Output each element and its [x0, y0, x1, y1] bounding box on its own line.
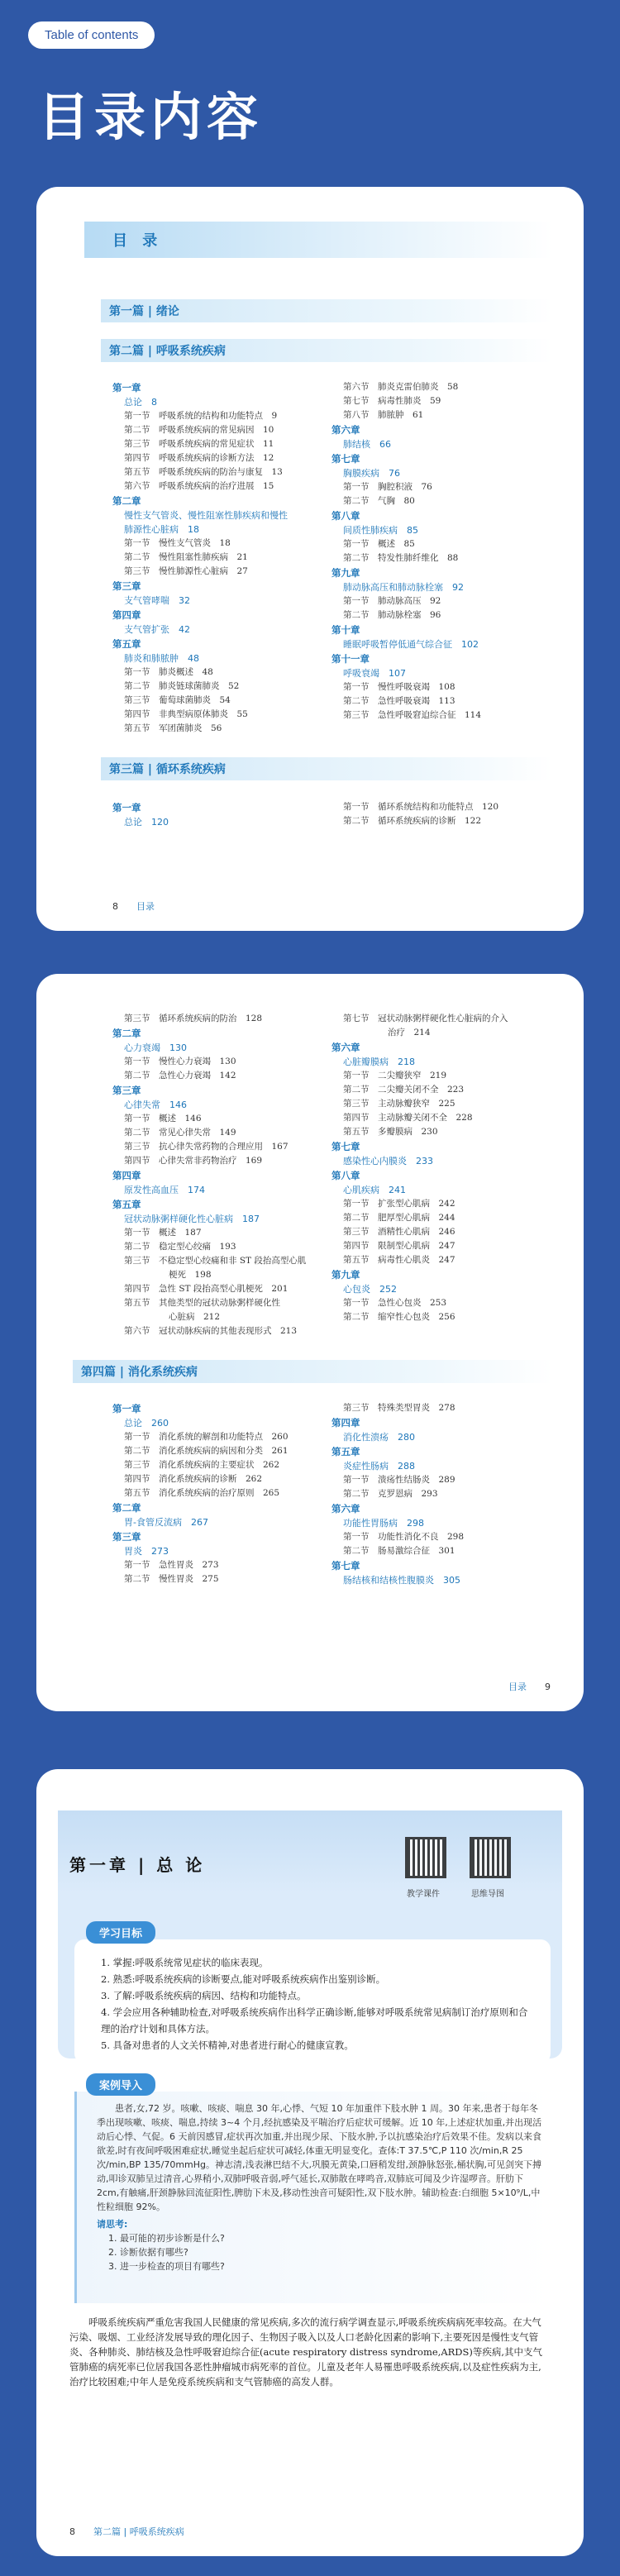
toc-chapter-number[interactable]: 第九章 — [331, 567, 360, 579]
toc-section-entry[interactable]: 第二节 慢性阻塞性肺疾病 21 — [124, 552, 248, 562]
toc-column-left — [112, 1401, 331, 1587]
toc-column-left — [112, 380, 331, 736]
toc-section-entry[interactable]: 第二节 肺炎链球菌肺炎 52 — [124, 681, 240, 691]
toc-chapter-number[interactable]: 第八章 — [331, 1170, 360, 1181]
toc-column-right — [331, 800, 551, 829]
page-number: 8 — [69, 2526, 75, 2537]
toc-section-entry[interactable]: 第一节 溃疡性结肠炎 289 — [343, 1475, 455, 1485]
toc-section-entry[interactable]: 第一节 扩张型心肌病 242 — [343, 1199, 455, 1209]
toc-section-entry[interactable]: 第二节 肥厚型心肌病 244 — [343, 1213, 455, 1223]
questions-title: 请思考: — [97, 2219, 128, 2230]
toc-section-entry[interactable]: 第一节 消化系统的解剖和功能特点 260 — [124, 1432, 289, 1442]
goal-item: 4. 学会应用各种辅助检查,对呼吸系统疾病作出科学正确诊断,能够对呼吸系统常见病制订治疗原则和合理的治疗计划和具体方法。 — [101, 2006, 528, 2035]
toc-chapter-number[interactable]: 第八章 — [331, 510, 360, 522]
toc-section-entry[interactable]: 第二节 急性呼吸衰竭 113 — [343, 696, 455, 706]
toc-section-entry[interactable]: 第一节 呼吸系统的结构和功能特点 9 — [124, 411, 278, 421]
toc-chapter-title[interactable]: 慢性支气管炎、慢性阻塞性肺疾病和慢性 — [124, 510, 288, 521]
toc-section-entry[interactable]: 第四节 非典型病原体肺炎 55 — [124, 709, 248, 719]
toc-page-1 — [36, 187, 584, 931]
footer-label: 目录 — [508, 1682, 527, 1692]
toc-chapter-number[interactable]: 第二章 — [112, 1028, 141, 1039]
toc-section-entry[interactable]: 第三节 抗心律失常药物的合理应用 167 — [124, 1142, 289, 1152]
toc-chapter-number[interactable]: 第四章 — [112, 609, 141, 621]
toc-chapter-title[interactable]: 肺炎和肺脓肿 48 — [124, 653, 199, 664]
toc-chapter-title[interactable]: 心肌疾病 241 — [343, 1185, 406, 1195]
toc-column-right — [331, 380, 551, 736]
case-text: 患者,女,72 岁。咳嗽、咳痰、喘息 30 年,心悸、气短 10 年加重伴下肢水肿 1 周。30 年来,患者于每年冬季出现咳嗽、咳痰、喘息,持续 3~4 个月,经抗感染及平喘治疗后症状可缓解。近 10 年,上述症状加重,并出现活动后心悸、气促。6 天前因感冒,症状再次加重,并出现少尿、下肢水肿,予以抗感染治疗后效果不佳。发病以来食欲差,时有夜间呼吸困难症状,睡觉坐起后症状可减轻,体重无明显变化。查体:T 37.5℃,P 110 次/min,R 25 次/min,BP 135/70mmHg。神志清,浅表淋巴结不大,巩膜无黄染,口唇稍发绀,颈静脉怒张,桶状胸,可见剑突下搏动,叩诊双肺呈过清音,心界稍小,双肺呼吸音弱,呼气延长,双肺散在哮鸣音,双肺底可闻及少许湿啰音。肝肋下 2cm,有触痛,肝颈静脉回流征阳性,脾肋下未及,移动性浊音可疑阳性,双下肢水肿。辅助检查:白细胞 5×10⁹/L,中性粒细胞 92%。 — [97, 2103, 542, 2212]
part-heading-3: 第三篇 | 循环系统疾病 — [101, 757, 552, 780]
toc-chapter-title[interactable]: 总论 260 — [124, 1418, 169, 1429]
toc-section-entry[interactable]: 第三节 葡萄球菌肺炎 54 — [124, 695, 231, 705]
toc-chapter-number[interactable]: 第二章 — [112, 495, 141, 507]
toc-section-entry[interactable]: 第三节 消化系统疾病的主要症状 262 — [124, 1460, 280, 1470]
toc-section-entry[interactable]: 第一节 功能性消化不良 298 — [343, 1532, 465, 1542]
toc-section-entry[interactable]: 第一节 慢性支气管炎 18 — [124, 538, 231, 548]
toc-section-entry[interactable]: 第二节 循环系统疾病的诊断 122 — [343, 816, 482, 826]
toc-section-entry[interactable]: 第四节 主动脉瓣关闭不全 228 — [343, 1113, 473, 1123]
part-heading-1: 第一篇 | 绪论 — [101, 299, 552, 322]
toc-chapter-title[interactable]: 总论 120 — [124, 817, 169, 828]
toc-chapter-number[interactable]: 第三章 — [112, 1085, 141, 1096]
case-intro — [74, 2092, 551, 2303]
page-footer — [69, 2525, 184, 2538]
qr-code-icon[interactable] — [470, 1837, 511, 1878]
toc-chapter-number[interactable]: 第四章 — [112, 1170, 141, 1181]
toc-section-entry[interactable]: 第三节 酒精性心肌病 246 — [343, 1227, 455, 1237]
toc-chapter-title[interactable]: 原发性高血压 174 — [124, 1185, 205, 1195]
toc-section-entry[interactable]: 第四节 消化系统疾病的诊断 262 — [124, 1474, 263, 1484]
toc-chapter-title[interactable]: 胸膜疾病 76 — [343, 468, 400, 479]
toc-chapter-title[interactable]: 呼吸衰竭 107 — [343, 668, 406, 679]
toc-chapter-number[interactable]: 第五章 — [112, 1199, 141, 1210]
toc-section-entry[interactable]: 第三节 呼吸系统疾病的常见症状 11 — [124, 439, 274, 449]
toc-chapter-number[interactable]: 第三章 — [112, 1531, 141, 1543]
toc-section-entry[interactable]: 第一节 二尖瓣狭窄 219 — [343, 1071, 447, 1080]
toc-chapter-title[interactable]: 睡眠呼吸暂停低通气综合征 102 — [343, 639, 479, 650]
qr-label: 教学课件 — [407, 1890, 440, 1899]
toc-section-entry-continued[interactable]: 梗死 198 — [169, 1270, 212, 1280]
toc-chapter-number[interactable]: 第七章 — [331, 1560, 360, 1572]
toc-section-entry[interactable]: 第三节 慢性肺源性心脏病 27 — [124, 566, 248, 576]
toc-section-entry[interactable]: 第三节 主动脉瓣狭窄 225 — [343, 1099, 455, 1109]
toc-section-entry[interactable]: 第二节 稳定型心绞痛 193 — [124, 1242, 236, 1252]
goal-item: 5. 具备对患者的人文关怀精神,对患者进行耐心的健康宣教。 — [101, 2039, 354, 2051]
qr-label: 思维导图 — [471, 1890, 504, 1899]
goal-item: 2. 熟悉:呼吸系统疾病的诊断要点,能对呼吸系统疾病作出鉴别诊断。 — [101, 1973, 386, 1985]
toc-section-entry[interactable]: 第六节 呼吸系统疾病的治疗进展 15 — [124, 481, 274, 491]
toc-section-entry[interactable]: 第七节 病毒性肺炎 59 — [343, 396, 441, 406]
toc-chapter-number[interactable]: 第三章 — [112, 580, 141, 592]
toc-chapter-number[interactable]: 第五章 — [331, 1446, 360, 1457]
question-item: 2. 诊断依据有哪些? — [108, 2247, 188, 2258]
toc-section-entry[interactable]: 第一节 慢性心力衰竭 130 — [124, 1057, 236, 1066]
toc-chapter-title[interactable]: 肠结核和结核性腹膜炎 305 — [343, 1575, 460, 1586]
toc-section-entry[interactable]: 第一节 急性胃炎 273 — [124, 1560, 219, 1570]
toc-chapter-title[interactable]: 功能性胃肠病 298 — [343, 1518, 424, 1529]
footer-label: 第二篇 | 呼吸系统疾病 — [93, 2526, 184, 2537]
page-footer — [508, 1680, 551, 1693]
toc-section-entry[interactable]: 第一节 肺炎概述 48 — [124, 667, 213, 677]
learning-goals — [74, 1939, 551, 2063]
toc-section-entry[interactable]: 第一节 概述 146 — [124, 1114, 202, 1123]
toc-section-entry[interactable]: 第一节 循环系统结构和功能特点 120 — [343, 802, 499, 812]
toc-chapter-title[interactable]: 支气管扩张 42 — [124, 624, 190, 635]
toc-chapter-number[interactable]: 第十一章 — [331, 653, 370, 665]
learning-goals-title: 学习目标 — [86, 1921, 155, 1944]
toc-chapter-title[interactable]: 消化性溃疡 280 — [343, 1432, 415, 1443]
toc-section-entry[interactable]: 第一节 肺动脉高压 92 — [343, 596, 441, 606]
toc-chapter-number[interactable]: 第七章 — [331, 1141, 360, 1152]
toc-section-entry[interactable]: 第一节 慢性呼吸衰竭 108 — [343, 682, 455, 692]
toc-section-entry[interactable]: 第二节 缩窄性心包炎 256 — [343, 1312, 455, 1322]
page-title: 目录内容 — [38, 87, 264, 147]
page-number: 8 — [112, 901, 118, 912]
toc-section-entry[interactable]: 第二节 二尖瓣关闭不全 223 — [343, 1085, 465, 1095]
toc-chapter-title[interactable]: 间质性肺疾病 85 — [343, 525, 418, 536]
toc-section-entry[interactable]: 第一节 急性心包炎 253 — [343, 1298, 447, 1308]
toc-chapter-number[interactable]: 第六章 — [331, 424, 360, 436]
toc-section-entry[interactable]: 第三节 不稳定型心绞痛和非 ST 段抬高型心肌 — [124, 1256, 307, 1266]
toc-section-entry[interactable]: 第二节 常见心律失常 149 — [124, 1128, 236, 1138]
toc-column-left — [112, 1012, 331, 1338]
toc-column-right — [331, 1401, 551, 1587]
toc-chapter-title[interactable]: 冠状动脉粥样硬化性心脏病 187 — [124, 1214, 260, 1224]
goal-item: 1. 掌握:呼吸系统常见症状的临床表现。 — [101, 1957, 269, 1968]
toc-section-entry[interactable]: 第三节 急性呼吸窘迫综合征 114 — [343, 710, 482, 720]
toc-chapter-number[interactable]: 第六章 — [331, 1042, 360, 1053]
toc-chapter-number[interactable]: 第二章 — [112, 1502, 141, 1514]
toc-chapter-title[interactable]: 心脏瓣膜病 218 — [343, 1057, 415, 1067]
page-footer — [112, 899, 155, 913]
toc-section-entry[interactable]: 第四节 限制型心肌病 247 — [343, 1241, 455, 1251]
toc-column-right — [331, 1012, 551, 1338]
toc-section-entry[interactable]: 第二节 消化系统疾病的病因和分类 261 — [124, 1446, 289, 1456]
toc-chapter-title[interactable]: 支气管哮喘 32 — [124, 595, 190, 606]
toc-section-entry[interactable]: 第五节 其他类型的冠状动脉粥样硬化性 — [124, 1298, 280, 1308]
toc-chapter-title[interactable]: 炎症性肠病 288 — [343, 1461, 415, 1472]
toc-chapter-title[interactable]: 感染性心内膜炎 233 — [343, 1156, 433, 1166]
toc-section-entry[interactable]: 第二节 克罗恩病 293 — [343, 1489, 438, 1499]
part-heading-4: 第四篇 | 消化系统疾病 — [73, 1360, 552, 1383]
toc-section-entry[interactable]: 第五节 呼吸系统疾病的防治与康复 13 — [124, 467, 283, 477]
toc-chapter-title[interactable]: 心力衰竭 130 — [124, 1042, 187, 1053]
toc-section-entry[interactable]: 第五节 病毒性心肌炎 247 — [343, 1255, 455, 1265]
toc-section-entry-continued[interactable]: 治疗 214 — [388, 1028, 431, 1038]
toc-section-entry[interactable]: 第三节 循环系统疾病的防治 128 — [124, 1014, 263, 1023]
toc-chapter-title[interactable]: 胃-食管反流病 267 — [124, 1517, 208, 1528]
toc-chapter-title[interactable]: 胃炎 273 — [124, 1546, 169, 1557]
toc-chapter-number[interactable]: 第九章 — [331, 1269, 360, 1281]
toc-section-entry-continued[interactable]: 心脏病 212 — [169, 1312, 221, 1322]
toc-chapter-number[interactable]: 第一章 — [112, 382, 141, 394]
body-paragraph: 呼吸系统疾病严重危害我国人民健康的常见疾病,多次的流行病学调查显示,呼吸系统疾病病死率较高。在大气污染、吸烟、工业经济发展导致的理化因子、生物因子吸入以及人口老龄化因素的影响下,主要死因是慢性支气管炎、各种肺炎、肺结核及急性呼吸窘迫综合征(acute respiratory distress syndrome,ARDS)等疾病,其中支气管肺癌的病死率已位居我国各恶性肿瘤城市病死率的首位。儿童及老年人易罹患呼吸系统疾病,以及症性疾病为主,治疗比较困难;中年人是免疫系统疾病和支气管肺癌的高发人群。 — [69, 2316, 543, 2388]
case-intro-title: 案例导入 — [86, 2073, 155, 2096]
question-item: 3. 进一步检查的项目有哪些? — [108, 2261, 225, 2272]
toc-chapter-number[interactable]: 第一章 — [112, 1403, 141, 1414]
chapter-title: 第一章 | 总 论 — [69, 1855, 206, 1875]
toc-section-entry[interactable]: 第二节 特发性肺纤维化 88 — [343, 553, 459, 563]
footer-label: 目录 — [136, 901, 155, 912]
question-item: 1. 最可能的初步诊断是什么? — [108, 2233, 225, 2244]
toc-section-entry[interactable]: 第三节 特殊类型胃炎 278 — [343, 1403, 455, 1413]
toc-chapter-number[interactable]: 第一章 — [112, 802, 141, 813]
part-heading-2: 第二篇 | 呼吸系统疾病 — [101, 339, 552, 362]
toc-section-entry[interactable]: 第二节 气胸 80 — [343, 496, 415, 506]
toc-chapter-title[interactable]: 肺源性心脏病 18 — [124, 524, 199, 535]
toc-page-2 — [36, 974, 584, 1711]
toc-section-entry[interactable]: 第五节 多瓣膜病 230 — [343, 1127, 438, 1137]
toc-section-entry[interactable]: 第五节 军团菌肺炎 56 — [124, 723, 222, 733]
toc-section-entry[interactable]: 第四节 呼吸系统疾病的诊断方法 12 — [124, 453, 274, 463]
toc-chapter-number[interactable]: 第十章 — [331, 624, 360, 636]
toc-section-entry[interactable]: 第六节 冠状动脉疾病的其他表现形式 213 — [124, 1326, 298, 1336]
page-number: 9 — [545, 1682, 551, 1692]
qr-code-icon[interactable] — [405, 1837, 446, 1878]
toc-section-entry[interactable]: 第四节 急性 ST 段抬高型心肌梗死 201 — [124, 1284, 289, 1294]
toc-chapter-title[interactable]: 心律失常 146 — [124, 1100, 187, 1110]
toc-section-entry[interactable]: 第一节 胸腔积液 76 — [343, 482, 432, 492]
toc-section-entry[interactable]: 第二节 肠易激综合征 301 — [343, 1546, 455, 1556]
toc-section-entry[interactable]: 第五节 消化系统疾病的治疗原则 265 — [124, 1488, 280, 1498]
toc-header: 目 录 — [84, 222, 552, 258]
toc-chapter-number[interactable]: 第四章 — [331, 1417, 360, 1429]
toc-chapter-title[interactable]: 肺结核 66 — [343, 439, 391, 450]
toc-section-entry[interactable]: 第二节 急性心力衰竭 142 — [124, 1071, 236, 1080]
toc-column-left — [112, 800, 331, 829]
toc-chapter-title[interactable]: 心包炎 252 — [343, 1284, 397, 1295]
toc-chapter-number[interactable]: 第六章 — [331, 1503, 360, 1515]
toc-section-entry[interactable]: 第二节 慢性胃炎 275 — [124, 1574, 219, 1584]
toc-section-entry[interactable]: 第二节 肺动脉栓塞 96 — [343, 610, 441, 620]
toc-chapter-title[interactable]: 肺动脉高压和肺动脉栓塞 92 — [343, 582, 464, 593]
toc-chapter-number[interactable]: 第七章 — [331, 453, 360, 465]
chapter-page — [36, 1769, 584, 2556]
toc-section-entry[interactable]: 第一节 概述 187 — [124, 1228, 202, 1238]
toc-section-entry[interactable]: 第一节 概述 85 — [343, 539, 415, 549]
toc-chapter-title[interactable]: 总论 8 — [124, 397, 157, 408]
toc-badge: Table of contents — [28, 21, 155, 49]
toc-section-entry[interactable]: 第七节 冠状动脉粥样硬化性心脏病的介入 — [343, 1014, 508, 1023]
toc-section-entry[interactable]: 第八节 肺脓肿 61 — [343, 410, 424, 420]
toc-section-entry[interactable]: 第六节 肺炎克雷伯肺炎 58 — [343, 382, 459, 392]
toc-chapter-number[interactable]: 第五章 — [112, 638, 141, 650]
toc-section-entry[interactable]: 第二节 呼吸系统疾病的常见病因 10 — [124, 425, 274, 435]
toc-section-entry[interactable]: 第四节 心律失常非药物治疗 169 — [124, 1156, 263, 1166]
goal-item: 3. 了解:呼吸系统疾病的病因、结构和功能特点。 — [101, 1990, 307, 2001]
